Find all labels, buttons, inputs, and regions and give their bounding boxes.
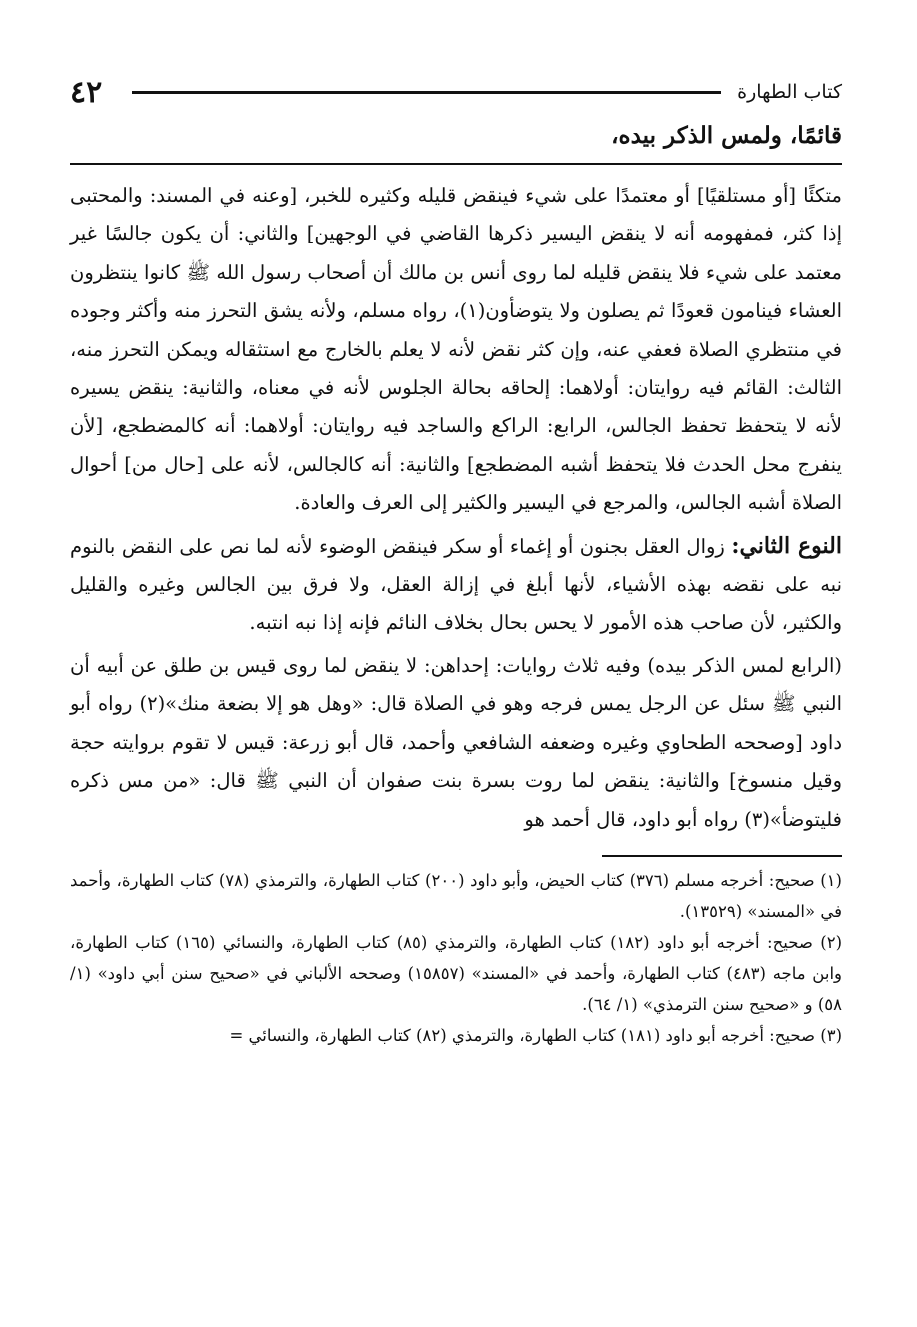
commentary-paragraph — [70, 647, 842, 839]
footnote: (١) صحيح: أخرجه مسلم (٣٧٦) كتاب الحيض، وأبو داود (٢٠٠) كتاب الطهارة، والترمذي (٧٨) كتاب الطهارة، وأحمد في «المسند» (١٣٥٢٩). — [70, 870, 842, 921]
running-header — [70, 70, 842, 114]
footnote: (٢) صحيح: أخرجه أبو داود (١٨٢) كتاب الطهارة، والترمذي (٨٥) كتاب الطهارة، والنسائي (١٦٥) كتاب الطهارة، وابن ماجه (٤٨٣) كتاب الطهارة، وأحمد في «المسند» (١٥٨٥٧) وصححه الألباني في «صحيح سنن أبي داود» (١/ ٥٨) و «صحيح سنن الترمذي» (١/ ٦٤). — [70, 932, 843, 1014]
page-number: ٤٢ — [70, 74, 103, 110]
footnote: (٣) صحيح: أخرجه أبو داود (١٨١) كتاب الطهارة، والترمذي (٨٢) كتاب الطهارة، والنسائي = — [229, 1025, 842, 1045]
paragraph-text: (الرابع لمس الذكر بيده) وفيه ثلاث روايات: إحداهن: لا ينقض لما روى قيس بن طلق عن أبيه أن النبي ﷺ سئل عن الرجل يمس فرجه وهو في الصلاة قال: «وهل هو إلا بضعة منك»(٢) رواه أبو داود [وصححه الطحاوي وغيره وضعفه الشافعي وأحمد، قال أبو زرعة: قيس لا تقوم بروايته حجة وقيل منسوخ] والثانية: ينقض لما روت بسرة بنت صفوان أن النبي ﷺ قال: «من مس ذكره فليتوضأ»(٣) رواه أبو داود، قال أحمد هو — [70, 653, 842, 831]
book-page — [70, 70, 842, 1051]
paragraph-text: متكئًا [أو مستلقيًا] أو معتمدًا على شيء فينقض قليله وكثيره للخبر، [وعنه في المسند: والمحتبى إذا كثر، فمفهومه أنه لا ينقض اليسير ذكرها القاضي في الوجهين] والثاني: أن يكون جالسًا غير معتمد على شيء فلا ينقض قليله لما روى أنس بن مالك أن أصحاب رسول الله ﷺ كانوا ينتظرون العشاء فينامون قعودًا ثم يصلون ولا يتوضأون(١)، رواه مسلم، ولأنه يشق التحرز منه وأكثر وجوده في منتظري الصلاة فعفي عنه، وإن كثر نقض لأنه لا يعلم بالخارج مع استثقاله ويمكن التحرز منه، الثالث: القائم فيه روايتان: أولاهما: إلحاقه بحالة الجلوس لأنه في معناه، والثانية: ينقض يسيره لأنه لا يتحفظ تحفظ الجالس، الرابع: الراكع والساجد فيه روايتان: أولاهما: أنه كالمضطجع، [لأن ينفرج محل الحدث فلا يتحفظ أشبه المضطجع] والثانية: أنه كالجالس، لأنه على [حال من] أحوال الصلاة أشبه الجالس، والمرجع في اليسير والكثير إلى العرف والعادة. — [70, 184, 842, 515]
header-rule — [132, 91, 721, 94]
commentary-body — [70, 177, 842, 839]
commentary-paragraph — [70, 177, 842, 523]
paragraph-text: زوال العقل بجنون أو إغماء أو سكر فينقض الوضوء لأنه لما نص على النقض بالنوم نبه على نقضه بهذه الأشياء، لأنها أبلغ في إزالة العقل، ولا فرق بين الجالس وغيره والقليل والكثير، لأن صاحب هذه الأمور لا يحس بحال بخلاف النائم فإنه إذا نبه انتبه. — [70, 534, 842, 635]
footnotes — [70, 865, 842, 1051]
footnote-separator — [602, 855, 842, 857]
commentary-paragraph — [70, 527, 842, 643]
section-lead: النوع الثاني: — [731, 532, 842, 559]
matn-text: قائمًا، ولمس الذكر بيده، — [70, 122, 842, 165]
running-title: كتاب الطهارة — [737, 81, 842, 103]
